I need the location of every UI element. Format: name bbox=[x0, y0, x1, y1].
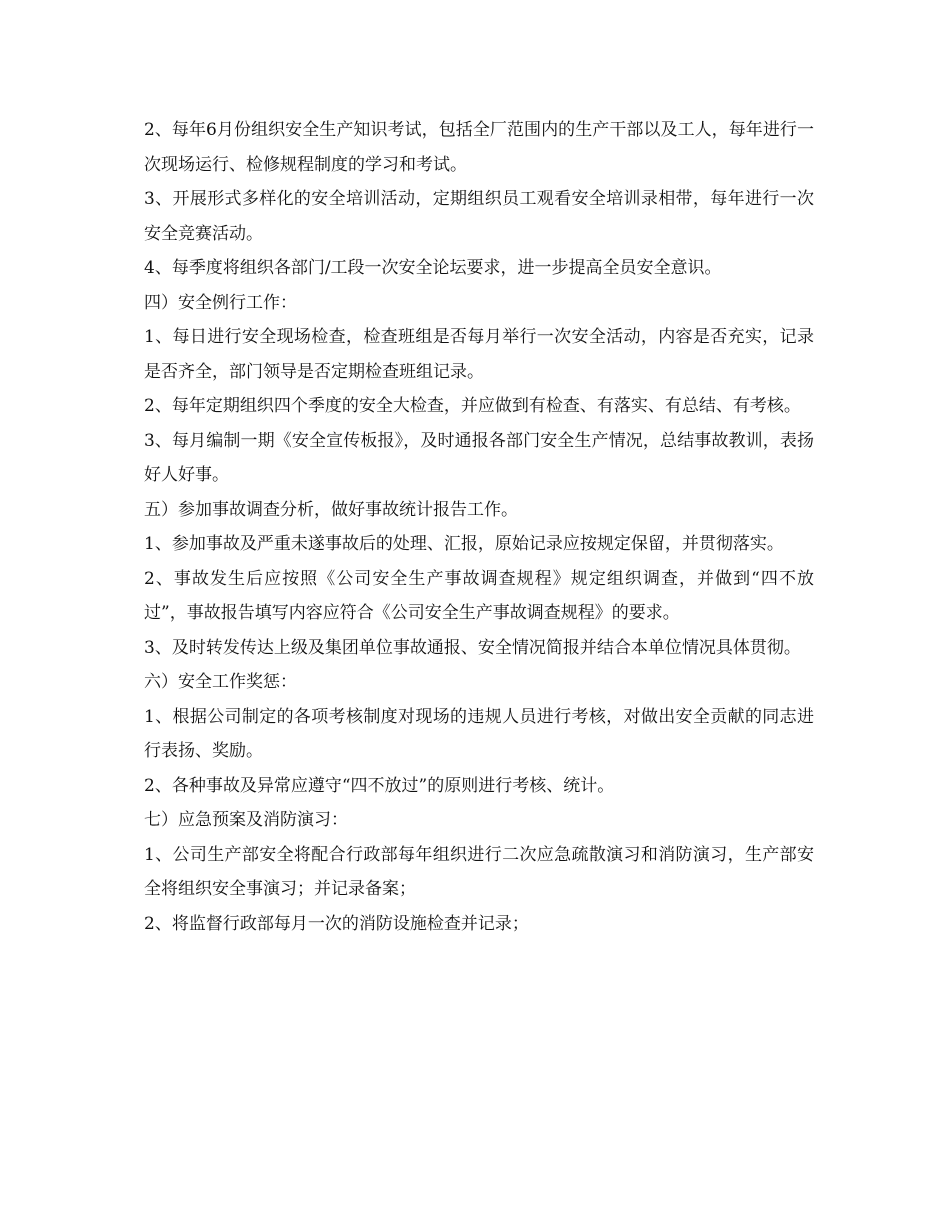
section-heading: 五）参加事故调查分析，做好事故统计报告工作。 bbox=[144, 499, 518, 520]
paragraph: 3、开展形式多样化的安全培训活动，定期组织员工观看安全培训录相带，每年进行一次安全竞赛活动。 bbox=[144, 189, 814, 244]
section-heading: 七）应急预案及消防演习： bbox=[144, 810, 348, 830]
paragraph: 2、每年6月份组织安全生产知识考试，包括全厂范围内的生产干部以及工人，每年进行一次现场运行、检修规程制度的学习和考试。 bbox=[144, 120, 814, 175]
paragraph: 4、每季度将组织各部门/工段一次安全论坛要求，进一步提高全员安全意识。 bbox=[144, 258, 722, 278]
paragraph: 2、每年定期组织四个季度的安全大检查，并应做到有检查、有落实、有总结、有考核。 bbox=[144, 396, 801, 416]
section-heading: 四）安全例行工作： bbox=[144, 292, 297, 313]
paragraph: 3、每月编制一期《安全宣传板报》，及时通报各部门安全生产情况，总结事故教训，表扬好人好事。 bbox=[144, 430, 814, 485]
paragraph: 3、及时转发传达上级及集团单位事故通报、安全情况简报并结合本单位情况具体贯彻。 bbox=[144, 637, 801, 658]
paragraph: 1、公司生产部安全将配合行政部每年组织进行二次应急疏散演习和消防演习，生产部安全将组织安全事演习；并记录备案； bbox=[144, 844, 814, 899]
paragraph: 2、各种事故及异常应遵守“四不放过”的原则进行考核、统计。 bbox=[144, 775, 615, 796]
paragraph: 1、每日进行安全现场检查，检查班组是否每月举行一次安全活动，内容是否充实，记录是否齐全，部门领导是否定期检查班组记录。 bbox=[144, 327, 814, 382]
paragraph: 2、事故发生后应按照《公司安全生产事故调查规程》规定组织调查，并做到“四不放过”，事故报告填写内容应符合《公司安全生产事故调查规程》的要求。 bbox=[144, 568, 814, 623]
document-body bbox=[144, 113, 814, 941]
paragraph: 1、根据公司制定的各项考核制度对现场的违规人员进行考核，对做出安全贡献的同志进行表扬、奖励。 bbox=[144, 706, 814, 761]
paragraph: 1、参加事故及严重未遂事故后的处理、汇报，原始记录应按规定保留，并贯彻落实。 bbox=[144, 534, 784, 554]
paragraph: 2、将监督行政部每月一次的消防设施检查并记录； bbox=[144, 913, 529, 934]
section-heading: 六）安全工作奖惩： bbox=[144, 672, 297, 692]
